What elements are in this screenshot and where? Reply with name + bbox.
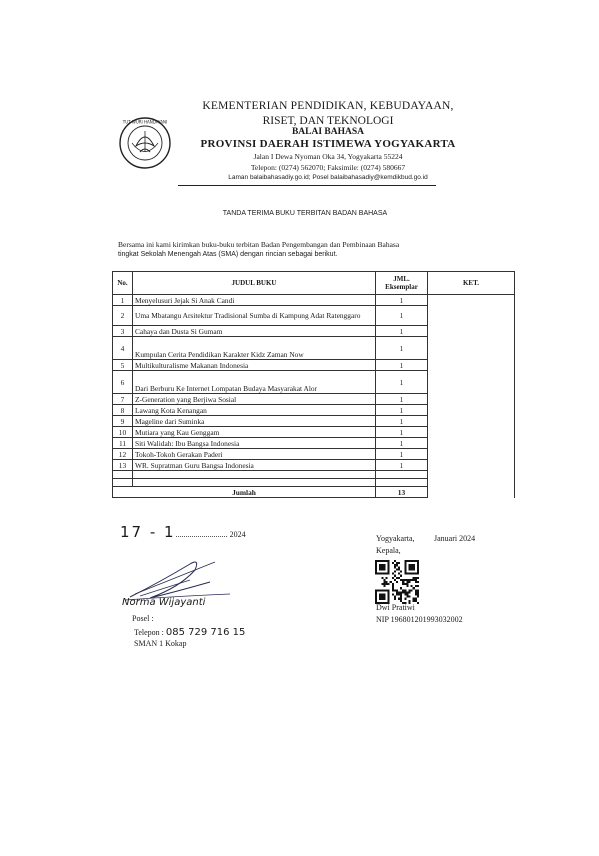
row-qty: 1 [376, 427, 428, 438]
office-web: Laman balaibahasadiy.go.id; Posel balaibahasadiy@kemdikbud.go.id [228, 174, 428, 181]
row-title: Mageline dari Suminka [133, 416, 376, 427]
row-title: Kumpulan Cerita Pendidikan Karakter Kidz Zaman Now [133, 337, 376, 360]
row-no: 4 [113, 337, 133, 360]
row-qty: 1 [376, 449, 428, 460]
province-name: PROVINSI DAERAH ISTIMEWA YOGYAKARTA [200, 138, 456, 150]
letterhead-divider [178, 185, 436, 186]
row-no: 1 [113, 295, 133, 306]
intro-line-1: Bersama ini kami kirimkan buku-buku terbitan Badan Pengembangan dan Pembinaan Bahasa [118, 240, 400, 249]
row-title: Tokoh-Tokoh Gerakan Paderi [133, 449, 376, 460]
row-qty: 1 [376, 405, 428, 416]
row-no: 12 [113, 449, 133, 460]
receiver-email-label: Posel : [132, 614, 154, 623]
note-cell [428, 295, 515, 498]
sender-name: Dwi Pratiwi [376, 603, 415, 612]
table-row [113, 295, 515, 306]
row-no: 5 [113, 360, 133, 371]
header-no: No. [113, 272, 133, 295]
row-no: 8 [113, 405, 133, 416]
ministry-name-line1: KEMENTERIAN PENDIDIKAN, KEBUDAYAAN, [202, 100, 454, 112]
row-qty: 1 [376, 394, 428, 405]
receiver-phone-label: Telepon : [134, 628, 164, 637]
receiver-phone [134, 627, 245, 638]
office-name: BALAI BAHASA [291, 127, 365, 137]
empty-cell [133, 479, 376, 487]
qr-code-signature [375, 560, 419, 604]
empty-cell [376, 479, 428, 487]
empty-cell [376, 471, 428, 479]
date-dots: .......................... [175, 530, 228, 539]
row-title: Menyelusuri Jejak Si Anak Candi [133, 295, 376, 306]
row-qty: 1 [376, 326, 428, 337]
row-title: Multikulturalisme Makanan Indonesia [133, 360, 376, 371]
total-label: Jumlah [113, 487, 376, 498]
handwritten-date: 17 - 1 [120, 523, 176, 541]
row-qty: 1 [376, 438, 428, 449]
ministry-name-line2: RISET, DAN TEKNOLOGI [262, 115, 394, 127]
header-qty [376, 272, 428, 295]
book-receipt-table [112, 271, 515, 498]
row-title: Cahaya dan Dusta Si Gumam [133, 326, 376, 337]
receiver-school: SMAN 1 Kokap [134, 639, 187, 648]
row-title: Uma Mbatangu Arsitektur Tradisional Sumba di Kampung Adat Ratenggaro [133, 306, 376, 326]
row-qty: 1 [376, 460, 428, 471]
row-no: 10 [113, 427, 133, 438]
row-qty: 1 [376, 295, 428, 306]
row-no: 3 [113, 326, 133, 337]
empty-cell [113, 479, 133, 487]
document-title: TANDA TERIMA BUKU TERBITAN BADAN BAHASA [222, 210, 388, 217]
row-qty: 1 [376, 416, 428, 427]
row-no: 13 [113, 460, 133, 471]
row-no: 6 [113, 371, 133, 394]
header-note: KET. [428, 272, 515, 295]
header-qty-line1: JML. [393, 275, 410, 283]
sender-date: Januari 2024 [434, 534, 476, 543]
empty-cell [113, 471, 133, 479]
received-date [120, 523, 246, 541]
office-phone: Telepon: (0274) 562070; Faksimile: (0274) 580667 [250, 163, 406, 172]
row-title: Siti Walidah: Ibu Bangsa Indonesia [133, 438, 376, 449]
row-title: WR. Supratman Guru Bangsa Indonesia [133, 460, 376, 471]
row-qty: 1 [376, 371, 428, 394]
sender-nip: NIP 196801201993032002 [376, 615, 463, 624]
row-title: Mutiara yang Kau Genggam [133, 427, 376, 438]
office-address: Jalan I Dewa Nyoman Oka 34, Yogyakarta 55224 [253, 152, 403, 161]
sender-role: Kepala, [376, 546, 401, 555]
row-no: 11 [113, 438, 133, 449]
row-qty: 1 [376, 360, 428, 371]
row-qty: 1 [376, 306, 428, 326]
row-title: Lawang Kota Kenangan [133, 405, 376, 416]
total-value: 13 [376, 487, 428, 498]
receiver-name: Norma Wijayanti [122, 597, 206, 608]
intro-line-2: tingkat Sekolah Menengah Atas (SMA) dengan rincian sebagai berikut. [118, 251, 338, 258]
header-title: JUDUL BUKU [133, 272, 376, 295]
row-qty: 1 [376, 337, 428, 360]
row-no: 9 [113, 416, 133, 427]
sender-city: Yogyakarta, [376, 534, 415, 543]
row-no: 2 [113, 306, 133, 326]
empty-cell [133, 471, 376, 479]
svg-text:TUT WURI HANDAYANI: TUT WURI HANDAYANI [122, 119, 168, 125]
tut-wuri-handayani-logo [118, 116, 172, 170]
row-no: 7 [113, 394, 133, 405]
received-year: 2024 [229, 530, 246, 539]
row-title: Z-Generation yang Berjiwa Sosial [133, 394, 376, 405]
header-qty-line2: Eksemplar [385, 283, 418, 291]
receiver-phone-number: 085 729 716 15 [165, 627, 246, 638]
row-title: Dari Berburu Ke Internet Lompatan Budaya Masyarakat Alor [133, 371, 376, 394]
table-header-row [113, 272, 515, 295]
